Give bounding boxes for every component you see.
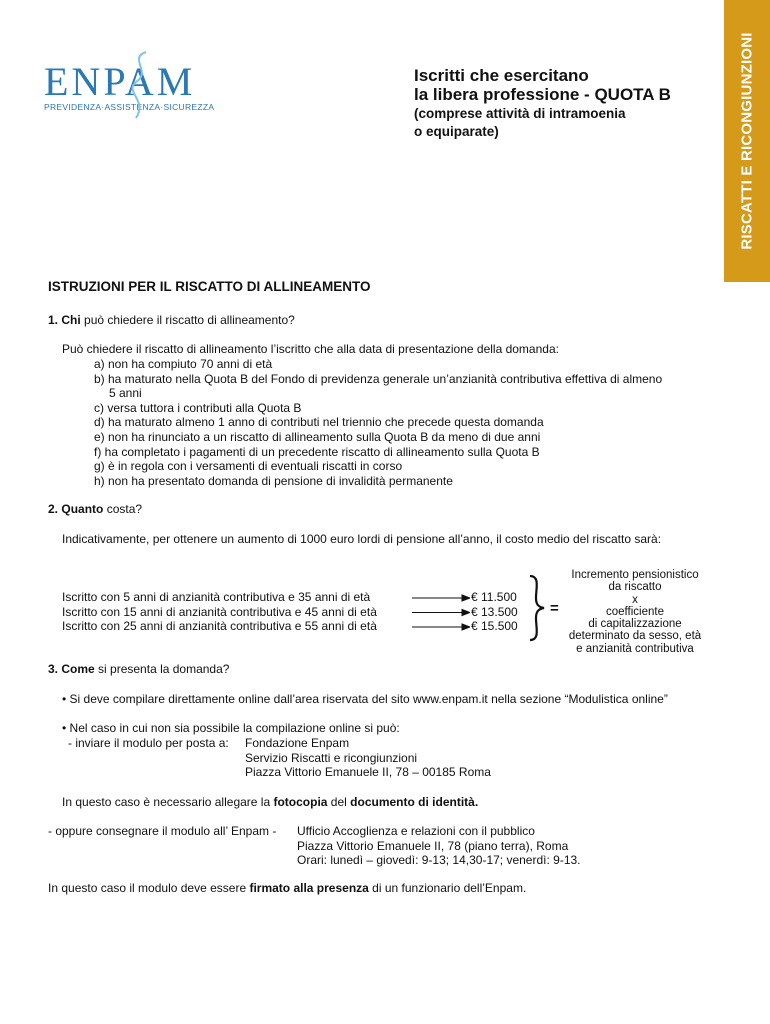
address-line: Piazza Vittorio Emanuele II, 78 (piano terra), Roma <box>297 838 569 853</box>
title-line-2: la libera professione - QUOTA B <box>414 85 671 104</box>
document-title <box>414 66 714 141</box>
section-2-question <box>48 502 142 517</box>
logo-word: ENPAM <box>44 59 196 104</box>
title-line-4: o equiparate) <box>414 124 499 139</box>
cost-row-label: Iscritto con 25 anni di anzianità contributiva e 55 anni di età <box>62 619 377 634</box>
list-item: a) non ha compiuto 70 anni di età <box>94 357 273 371</box>
list-item: e) non ha rinunciato a un riscatto di allineamento sulla Quota B da meno di due anni <box>94 429 541 444</box>
sign-note-bold: firmato alla presenza <box>249 881 369 895</box>
section-1-number: 1. <box>48 313 59 327</box>
online-option: • Si deve compilare direttamente online dall’area riservata del sito www.enpam.it nella sezione “Modulistica online” <box>62 692 668 706</box>
address-line: Servizio Riscatti e ricongiunzioni <box>245 750 418 765</box>
list-item: b) ha maturato nella Quota B del Fondo di previdenza generale un’anzianità contributiva effettiva di almeno <box>94 371 663 386</box>
address-line: Orari: lunedì – giovedì: 9-13; 14,30-17; venerdì: 9-13. <box>297 853 581 868</box>
arrow-icons <box>410 590 470 634</box>
office-address <box>297 824 581 868</box>
cost-row-label: Iscritto con 5 anni di anzianità contributiva e 35 anni di età <box>62 590 371 604</box>
mail-address <box>245 736 491 780</box>
section-2-intro: Indicativamente, per ottenere un aumento di 1000 euro lordi di pensione all’anno, il costo medio del riscatto sarà: <box>62 532 662 546</box>
section-tab-label: RISCATTI E RICONGIUNZIONI <box>738 32 756 250</box>
logo-tagline: PREVIDENZA·ASSISTENZA·SICUREZZA <box>44 102 215 112</box>
deliver-label: - oppure consegnare il modulo all’ Enpam - <box>48 824 277 838</box>
note-line: x <box>632 593 638 606</box>
note-line: determinato da sesso, età <box>568 630 702 643</box>
id-copy-note <box>62 795 478 810</box>
address-line: Ufficio Accoglienza e relazioni con il pubblico <box>297 824 535 838</box>
note-line: coefficiente <box>606 605 664 618</box>
list-item: d) ha maturato almeno 1 anno di contributi nel triennio che precede questa domanda <box>94 415 544 430</box>
right-brace-icon <box>526 574 548 642</box>
section-tab <box>724 0 770 282</box>
sign-note-text: In questo caso il modulo deve essere <box>48 881 250 895</box>
logo-swirl <box>122 48 158 124</box>
cost-values <box>471 590 518 634</box>
title-line-1: Iscritti che esercitano <box>414 66 589 85</box>
address-line: Fondazione Enpam <box>245 736 350 750</box>
section-3-keyword: Come <box>61 662 95 676</box>
list-item: h) non ha presentato domanda di pensione di invalidità permanente <box>94 473 453 488</box>
id-note-bold: fotocopia <box>273 795 328 809</box>
cost-formula-note <box>558 569 712 655</box>
list-item: 5 anni <box>109 386 142 401</box>
section-2-keyword: Quanto <box>61 502 104 516</box>
requirements-list <box>94 357 662 488</box>
list-item: g) è in regola con i versamenti di eventuali riscatti in corso <box>94 459 403 474</box>
id-note-bold: documento di identità. <box>350 795 479 809</box>
note-line: da riscatto <box>608 581 662 594</box>
cost-row-value: € 13.500 <box>471 604 518 619</box>
cost-row-value: € 11.500 <box>471 590 517 604</box>
cost-labels <box>62 590 377 634</box>
note-line: di capitalizzazione <box>588 618 682 631</box>
address-line: Piazza Vittorio Emanuele II, 78 – 00185 Roma <box>245 765 491 780</box>
sign-note-text: di un funzionario dell’Enpam. <box>368 881 527 895</box>
cost-row-value: € 15.500 <box>471 619 518 634</box>
signature-note <box>48 881 526 896</box>
section-3-number: 3. <box>48 662 59 676</box>
note-line: Incremento pensionistico <box>571 569 699 581</box>
note-line: e anzianità contributiva <box>576 642 694 655</box>
list-item: c) versa tuttora i contributi alla Quota B <box>94 400 302 415</box>
section-2-rest: costa? <box>103 502 143 516</box>
enpam-logo <box>44 59 215 112</box>
section-1-intro: Può chiedere il riscatto di allineamento l’iscritto che alla data di presentazione della domanda: <box>62 342 559 356</box>
equals-sign: = <box>550 600 559 617</box>
mail-label: - inviare il modulo per posta a: <box>68 736 229 750</box>
cost-row-label: Iscritto con 15 anni di anzianità contributiva e 45 anni di età <box>62 604 377 619</box>
instructions-heading: ISTRUZIONI PER IL RISCATTO DI ALLINEAMENTO <box>48 279 371 294</box>
section-1-keyword: Chi <box>61 313 81 327</box>
list-item: f) ha completato i pagamenti di un precedente riscatto di allineamento sulla Quota B <box>94 444 540 459</box>
section-1-question <box>48 313 295 328</box>
section-3-question <box>48 662 229 677</box>
id-note-text: In questo caso è necessario allegare la <box>62 795 274 809</box>
section-1-rest: può chiedere il riscatto di allineamento? <box>80 313 295 327</box>
section-3-rest: si presenta la domanda? <box>94 662 230 676</box>
title-line-3: (comprese attività di intramoenia <box>414 106 626 121</box>
offline-option: • Nel caso in cui non sia possibile la compilazione online si può: <box>62 721 400 735</box>
section-2-number: 2. <box>48 502 59 516</box>
id-note-text: del <box>327 795 351 809</box>
